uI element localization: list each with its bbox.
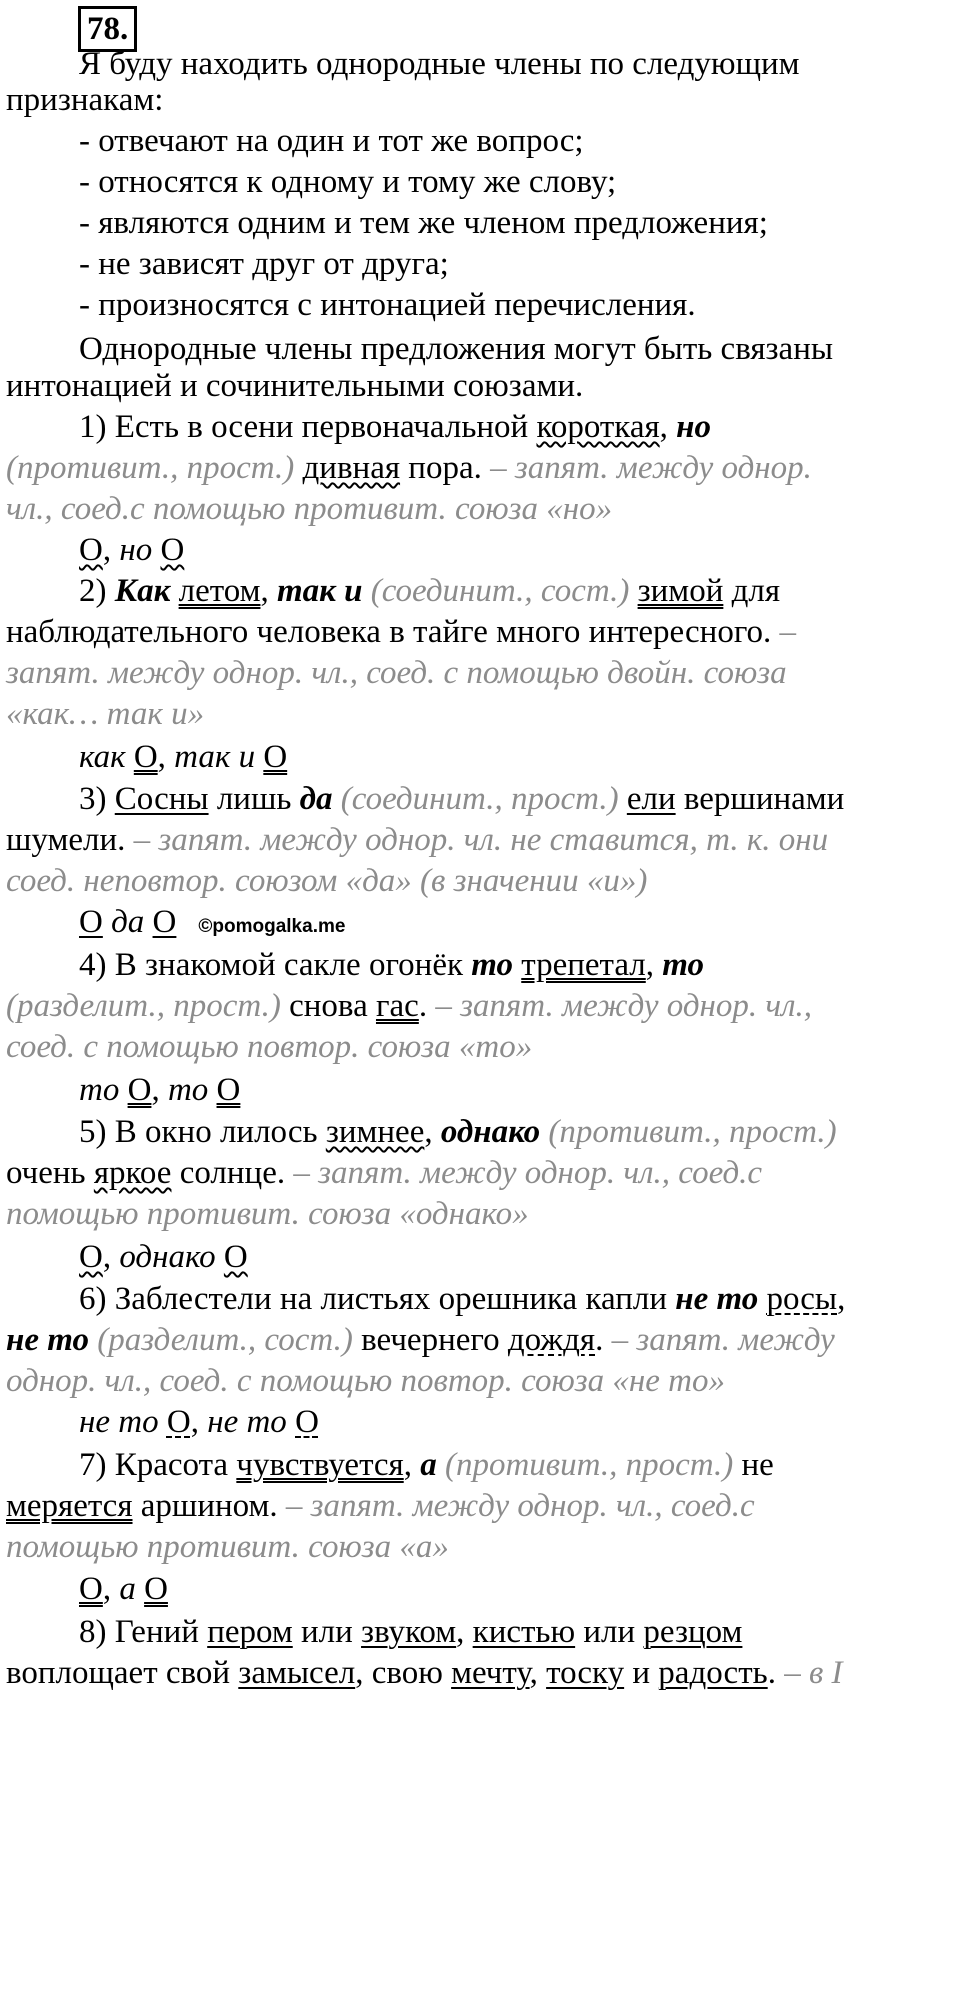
conjunction: однако	[440, 1114, 541, 1150]
scheme-member: О	[152, 904, 177, 940]
word: звуком	[361, 1614, 457, 1650]
word: ели	[626, 781, 676, 817]
conclusion-line-1: Однородные члены предложения могут быть связаны	[79, 331, 834, 367]
criterion-1: - отвечают на один и тот же вопрос;	[79, 123, 584, 159]
text	[144, 904, 152, 940]
text: ,	[424, 1114, 441, 1150]
conjunction: то	[471, 947, 513, 983]
s4-line-3: соед. с помощью повтор. союза «то»	[6, 1029, 533, 1065]
note: (противит., прост.)	[548, 1114, 837, 1150]
s5-line-1	[6, 1112, 960, 1153]
exercise-number: 78.	[78, 6, 137, 52]
text	[103, 904, 111, 940]
scheme-conjunction: как	[79, 739, 126, 775]
word: летом	[178, 573, 261, 609]
s3-scheme	[6, 902, 960, 947]
scheme-member: О	[263, 739, 288, 775]
text: ,	[260, 573, 277, 609]
text	[170, 573, 178, 609]
scheme-conjunction: то	[167, 1072, 209, 1108]
text: ,	[529, 1655, 547, 1691]
conjunction: не то	[6, 1322, 89, 1358]
scheme-conjunction: однако	[119, 1239, 216, 1275]
scheme-conjunction: но	[119, 532, 153, 568]
note: (противит., прост.)	[6, 450, 295, 486]
word: зимой	[637, 573, 724, 609]
text: очень	[6, 1155, 94, 1191]
text	[126, 739, 134, 775]
s1-line-1	[6, 407, 960, 448]
word: замысел	[238, 1655, 356, 1691]
scheme-member: О	[166, 1404, 191, 1440]
text	[619, 781, 627, 817]
s7-line-1	[6, 1445, 960, 1486]
criterion-3: - являются одним и тем же членом предложения;	[79, 205, 768, 241]
text: 8) Гений	[79, 1614, 208, 1650]
note: (противит., прост.)	[444, 1447, 734, 1483]
text: ,	[102, 1239, 120, 1275]
text: шумели.	[6, 822, 126, 858]
scheme-conjunction: да	[111, 904, 145, 940]
word: зимнее	[325, 1114, 425, 1150]
word: росы	[766, 1281, 838, 1317]
intro-line-1: Я буду находить однородные члены по следующим	[79, 46, 800, 82]
text: снова	[280, 988, 376, 1024]
s8-line-1	[6, 1612, 960, 1653]
note: – запят. между однор. чл., соед.с	[277, 1488, 755, 1524]
text	[89, 1322, 97, 1358]
text: или	[292, 1614, 362, 1650]
text: вечернего	[352, 1322, 508, 1358]
scheme-conjunction: а	[119, 1571, 136, 1607]
scheme-member: О	[79, 904, 103, 940]
s3-line-2	[6, 820, 954, 861]
word: трепетал	[521, 947, 646, 983]
scheme-member: О	[79, 532, 103, 568]
intro-line-2: признакам:	[6, 82, 164, 118]
note: – запят. между однор. чл. не ставится, т. к. они	[125, 822, 829, 858]
s1-line-3: чл., соед.с помощью противит. союза «но»	[6, 491, 613, 527]
text	[513, 947, 521, 983]
word: резцом	[643, 1614, 743, 1650]
note: (разделит., прост.)	[6, 988, 281, 1024]
scheme-member: О	[223, 1239, 248, 1275]
text: .	[595, 1322, 604, 1358]
word: радость	[658, 1655, 768, 1691]
scheme-member: О	[127, 1072, 152, 1108]
text: ,	[102, 1571, 120, 1607]
word: дождя	[507, 1322, 596, 1358]
conjunction: но	[676, 409, 711, 445]
text: ,	[157, 739, 175, 775]
conjunction: так и	[276, 573, 363, 609]
text: солнце.	[171, 1155, 286, 1191]
s6-line-3: однор. чл., соед. с помощью повтор. союза «не то»	[6, 1363, 725, 1399]
scheme-member: О	[79, 1571, 103, 1607]
text: ,	[659, 409, 677, 445]
text	[287, 1404, 295, 1440]
word: меряется	[6, 1488, 133, 1524]
s2-line-2	[6, 612, 954, 653]
scheme-conjunction: не то	[207, 1404, 287, 1440]
text: ,	[837, 1281, 846, 1317]
text: пора.	[400, 450, 482, 486]
s5-line-2	[6, 1153, 954, 1194]
note: – запят. между однор.	[481, 450, 812, 486]
text: ,	[403, 1447, 421, 1483]
word: короткая	[536, 409, 660, 445]
text	[294, 450, 302, 486]
note: – запят. между однор. чл.,	[427, 988, 813, 1024]
note: (разделит., сост.)	[97, 1322, 353, 1358]
text: воплощает свой	[6, 1655, 239, 1691]
text: 7) Красота	[79, 1447, 237, 1483]
text	[333, 781, 341, 817]
s2-line-3: запят. между однор. чл., соед. с помощью двойн. союза	[6, 655, 787, 691]
s4-line-2	[6, 986, 954, 1027]
text	[629, 573, 637, 609]
text: или	[575, 1614, 644, 1650]
note: (соединит., прост.)	[340, 781, 619, 817]
conjunction: а	[420, 1447, 437, 1483]
note: –	[771, 614, 797, 650]
note: (соединит., сост.)	[370, 573, 630, 609]
text: не	[733, 1447, 774, 1483]
s6-scheme	[6, 1402, 960, 1443]
text	[437, 1447, 445, 1483]
text: 2)	[79, 573, 115, 609]
text	[159, 1404, 167, 1440]
scheme-member: О	[133, 739, 158, 775]
text: .	[418, 988, 428, 1024]
s7-scheme	[6, 1569, 960, 1610]
text	[136, 1571, 144, 1607]
watermark: ©pomogalka.me	[198, 916, 346, 937]
text	[362, 573, 370, 609]
s7-line-3: помощью противит. союза «а»	[6, 1529, 449, 1565]
s2-line-1	[6, 571, 960, 612]
scheme-member: О	[216, 1072, 241, 1108]
scheme-member: О	[295, 1404, 319, 1440]
note: – запят. между однор. чл., соед.с	[285, 1155, 763, 1191]
conjunction: не то	[675, 1281, 759, 1317]
text: 1) Есть в осени первоначальной	[79, 409, 537, 445]
text	[208, 1072, 216, 1108]
conjunction: Как	[114, 573, 171, 609]
scheme-member: О	[160, 532, 185, 568]
s1-scheme	[6, 530, 960, 571]
text: и	[624, 1655, 659, 1691]
word: кистью	[472, 1614, 576, 1650]
text: ,	[151, 1072, 168, 1108]
scheme-conjunction: не то	[79, 1404, 159, 1440]
text: наблюдательного человека в тайге много интересного.	[6, 614, 772, 650]
criterion-2: - относятся к одному и тому же слову;	[79, 164, 617, 200]
s2-line-4: «как… так и»	[6, 696, 205, 732]
word: тоску	[546, 1655, 625, 1691]
criterion-4: - не зависят друг от друга;	[79, 246, 449, 282]
text	[216, 1239, 224, 1275]
text: , свою	[355, 1655, 452, 1691]
word: яркое	[93, 1155, 172, 1191]
scheme-member: О	[79, 1239, 103, 1275]
scheme-conjunction: то	[79, 1072, 120, 1108]
text	[119, 1072, 127, 1108]
s3-line-3: соед. неповтор. союзом «да» (в значении «и»)	[6, 863, 648, 899]
text: ,	[190, 1404, 208, 1440]
s3-line-1	[6, 779, 960, 820]
word: Сосны	[114, 781, 209, 817]
word: мечту	[451, 1655, 530, 1691]
text: 3)	[79, 781, 115, 817]
conclusion-line-2: интонацией и сочинительными союзами.	[6, 368, 584, 404]
text: .	[767, 1655, 776, 1691]
note: – запят. между	[603, 1322, 835, 1358]
s6-line-1	[6, 1279, 960, 1320]
scheme-conjunction: так и	[174, 739, 256, 775]
s5-line-3: помощью противит. союза «однако»	[6, 1196, 529, 1232]
conjunction: то	[662, 947, 704, 983]
text: ,	[456, 1614, 473, 1650]
s4-scheme	[6, 1070, 960, 1111]
text: для	[723, 573, 781, 609]
text: аршином.	[132, 1488, 278, 1524]
text: ,	[102, 532, 120, 568]
s4-line-1	[6, 945, 960, 986]
text: ,	[645, 947, 663, 983]
text: 5) В окно лилось	[79, 1114, 326, 1150]
text: лишь	[208, 781, 300, 817]
s6-line-2	[6, 1320, 954, 1361]
scheme-member: О	[144, 1571, 168, 1607]
s7-line-2	[6, 1486, 954, 1527]
word: чувствуется	[236, 1447, 404, 1483]
text: 4) В знакомой сакле огонёк	[79, 947, 472, 983]
criterion-5: - произносятся с интонацией перечисления.	[79, 287, 696, 323]
word: гас	[375, 988, 419, 1024]
s8-line-2	[6, 1653, 954, 1694]
note: – в I	[775, 1655, 843, 1691]
s1-line-2	[6, 448, 954, 489]
s5-scheme	[6, 1237, 960, 1278]
s2-scheme	[6, 737, 960, 778]
text: 6) Заблестели на листьях орешника капли	[79, 1281, 676, 1317]
word: дивная	[302, 450, 401, 486]
text: вершинами	[675, 781, 845, 817]
word: пером	[207, 1614, 293, 1650]
conjunction: да	[299, 781, 333, 817]
